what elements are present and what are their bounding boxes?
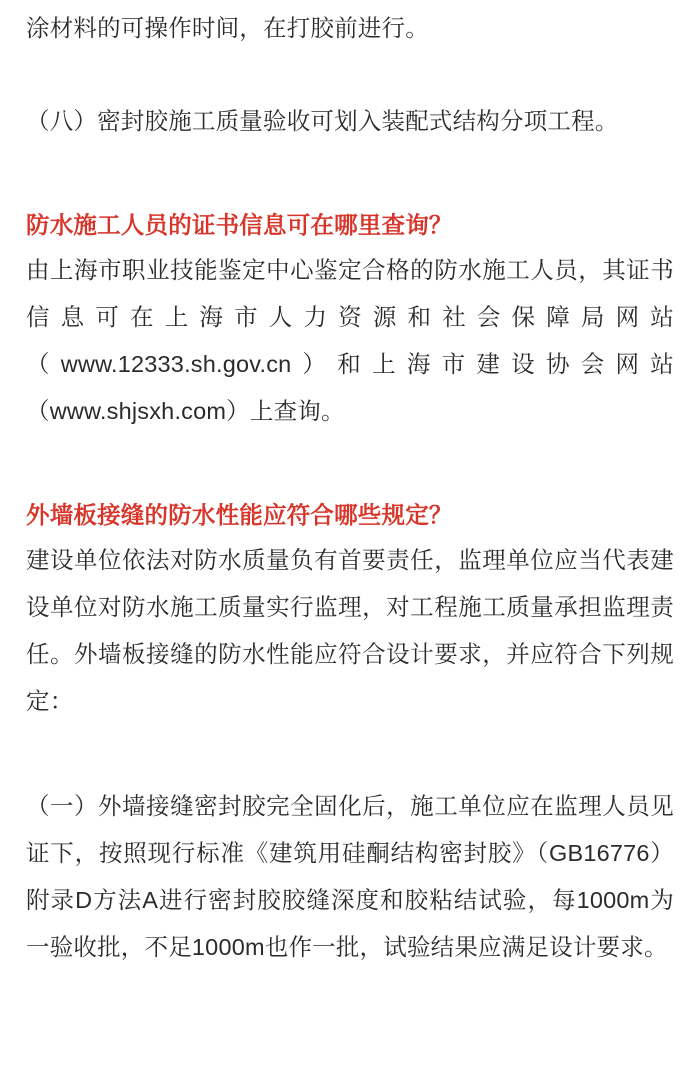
section-heading-certificate-query: 防水施工人员的证书信息可在哪里查询？ xyxy=(26,212,453,238)
section-heading-waterproof-requirements: 外墙板接缝的防水性能应符合哪些规定？ xyxy=(26,502,453,528)
paragraph-item-eight: （八）密封胶施工质量验收可划入装配式结构分项工程。 xyxy=(26,108,619,134)
spacer-4 xyxy=(26,725,674,783)
paragraph-continuation: 涂材料的可操作时间，在打胶前进行。 xyxy=(26,15,429,41)
spacer-3 xyxy=(26,435,674,493)
paragraph-certificate-query: 由上海市职业技能鉴定中心鉴定合格的防水施工人员，其证书信息可在上海市人力资源和社会保障局网站（www.12333.sh.gov.cn）和上海市建设协会网站（www.shjsxh.com）上查询。 xyxy=(26,257,674,424)
spacer-1 xyxy=(26,52,674,98)
spacer-2 xyxy=(26,145,674,203)
paragraph-supervision-responsibility: 建设单位依法对防水质量负有首要责任，监理单位应当代表建设单位对防水施工质量实行监理，对工程施工质量承担监理责任。外墙板接缝的防水性能应符合设计要求，并应符合下列规定： xyxy=(26,547,674,714)
paragraph-item-one: （一）外墙接缝密封胶完全固化后，施工单位应在监理人员见证下，按照现行标准《建筑用硅酮结构密封胶》（GB16776）附录D方法A进行密封胶胶缝深度和胶粘结试验，每1000m为一验收批，不足1000m也作一批，试验结果应满足设计要求。 xyxy=(26,793,674,960)
